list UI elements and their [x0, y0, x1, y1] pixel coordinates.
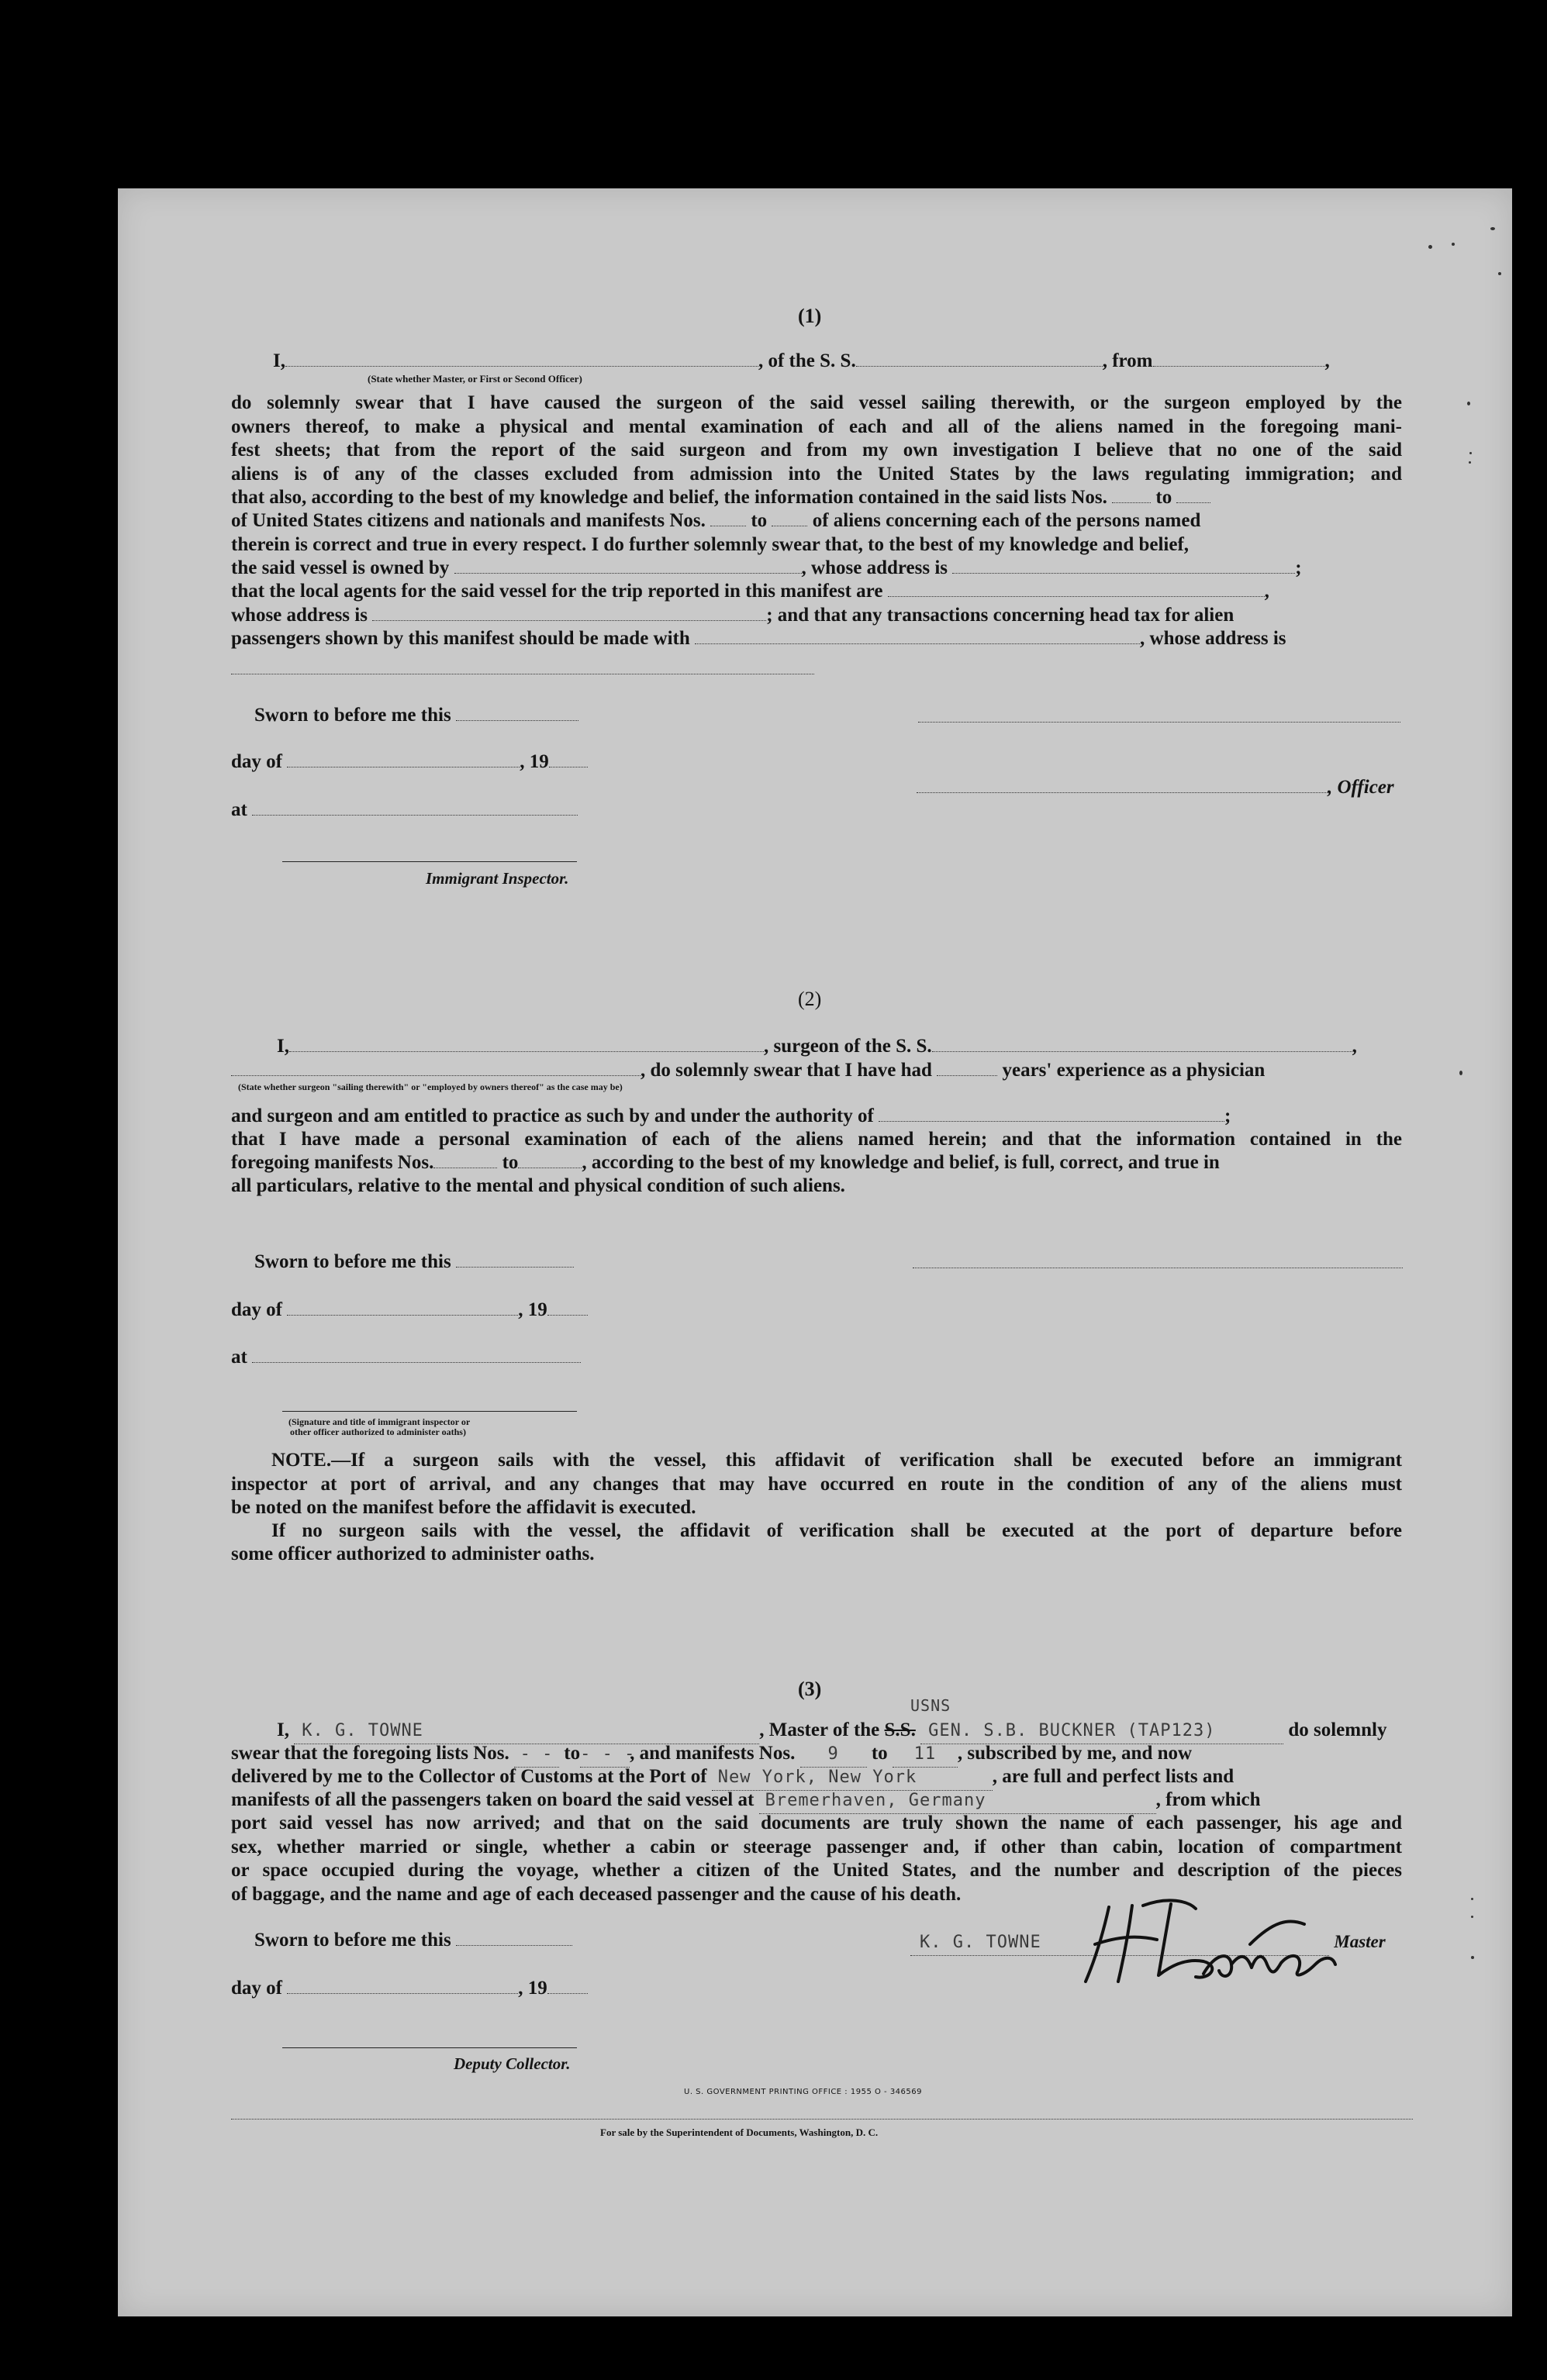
usns-annotation: USNS	[910, 1696, 951, 1715]
lists-to: - - -	[580, 1744, 636, 1764]
section-1-caption: (State whether Master, or First or Second Officer)	[368, 373, 582, 385]
s1-inspector-caption: Immigrant Inspector.	[426, 869, 569, 888]
s2-manifests-line: foregoing manifests Nos. to , according to the best of my knowledge and belief, is full, correct, and true in	[231, 1152, 1220, 1173]
s2-line-2: , do solemnly swear that I have had years' experience as a physician	[231, 1059, 1265, 1083]
section-2-number: (2)	[798, 988, 822, 1010]
note-line-3: be noted on the manifest before the affidavit is executed.	[231, 1497, 696, 1518]
scan-speck	[1459, 1071, 1462, 1075]
signed-name: K. G. TOWNE	[920, 1933, 1041, 1952]
s1-headtax-line: passengers shown by this manifest should be made with , whose address is	[231, 628, 1286, 649]
note-line-5: some officer authorized to administer oaths.	[231, 1544, 595, 1564]
s1-agents-line: that the local agents for the said vessel for the trip reported in this manifest are ,	[231, 581, 1269, 602]
s1-para-line: do solemnly swear that I have caused the surgeon of the said vessel sailing therewith, or the surgeon employed by the	[231, 392, 1402, 413]
s1-officer-line: , Officer	[917, 776, 1394, 800]
port-of-arrival: New York, New York	[717, 1768, 917, 1787]
note-line: NOTE.—If a surgeon sails with the vessel, this affidavit of verification shall be executed before an immigrant	[271, 1450, 1402, 1471]
s3-baggage-line: of baggage, and the name and age of each deceased passenger and the cause of his death.	[231, 1884, 962, 1905]
scan-speck	[1469, 461, 1471, 464]
struck-ss: S.S.	[884, 1719, 916, 1740]
s3-master-line: K. G. TOWNE Master	[910, 1930, 1386, 1956]
s1-correct-line: therein is correct and true in every respect. I do further solemnly swear that, to the best of my knowledge and belief,	[231, 534, 1190, 555]
s1-para-line: fest sheets; that from the report of the said surgeon and from my own investigation I believe that no one of the said	[231, 440, 1402, 460]
scan-speck	[1428, 245, 1432, 249]
footer-rule	[231, 2119, 1413, 2120]
departure-port: Bremerhaven, Germany	[765, 1791, 986, 1810]
s3-line-1: I, K. G. TOWNE , Master of the S.S. GEN. S.B. BUCKNER (TAP123) do solemnly	[277, 1719, 1386, 1744]
s3-paragraph	[231, 1812, 1402, 1883]
s3-para-line: or space occupied during the voyage, whether a citizen of the United States, and the number and description of the pieces	[231, 1860, 1402, 1881]
s1-para-line: aliens is of any of the classes excluded from admission into the United States by the laws regulating immigration; and	[231, 463, 1402, 485]
s2-day-line: day of , 19	[231, 1299, 588, 1323]
s3-para-line: sex, whether married or single, whether a cabin or steerage passenger and, if other than cabin, location of compartment	[231, 1836, 1402, 1857]
s2-sig-caption-2: other officer authorized to administer oaths)	[290, 1426, 466, 1437]
s2-sig-caption-1: (Signature and title of immigrant inspector or	[288, 1416, 471, 1427]
s1-owner-line: the said vessel is owned by , whose address is ;	[231, 557, 1302, 578]
s2-caption: (State whether surgeon "sailing therewith" or "employed by owners thereof" as the case may be)	[238, 1081, 623, 1092]
manifest-to: 11	[913, 1744, 937, 1764]
note-paragraph-2: If no surgeon sails with the vessel, the affidavit of verification shall be executed at the port of departure before	[271, 1520, 1402, 1541]
s1-lists-line: that also, according to the best of my knowledge and belief, the information contained in the said lists Nos. to	[231, 486, 1210, 510]
section-1-number: (1)	[798, 305, 822, 327]
scan-speck	[1469, 452, 1472, 454]
scan-speck	[1490, 227, 1495, 230]
s3-day-line: day of , 19	[231, 1977, 588, 2001]
s1-address-line: whose address is ; and that any transactions concerning head tax for alien	[231, 605, 1234, 626]
master-name: K. G. TOWNE	[302, 1721, 423, 1740]
section-1-paragraph	[231, 391, 1402, 486]
note-paragraph-1	[231, 1449, 1402, 1496]
scan-speck	[1498, 272, 1501, 275]
s2-at-line: at	[231, 1346, 581, 1370]
s3-para-line: port said vessel has now arrived; and that on the said documents are truly shown the name of each passenger, his age and	[231, 1813, 1402, 1833]
s2-particulars-line: all particulars, relative to the mental and physical condition of such aliens.	[231, 1175, 845, 1196]
s2-line-1: I, , surgeon of the S. S. ,	[277, 1036, 1357, 1057]
form-sheet	[118, 188, 1512, 2316]
s1-para-line: owners thereof, to make a physical and mental examination of each and all of the aliens named in the foregoing mani-	[231, 416, 1402, 437]
manifest-from: 9	[827, 1744, 839, 1764]
s1-at-line: at	[231, 799, 578, 823]
sale-notice: For sale by the Superintendent of Documents, Washington, D. C.	[600, 2126, 879, 2138]
s3-sworn-line: Sworn to before me this	[254, 1929, 572, 1953]
s3-line-4: manifests of all the passengers taken on board the said vessel at Bremerhaven, Germany , from which	[231, 1788, 1261, 1814]
handwritten-signature	[1072, 1890, 1444, 1991]
section-1-line-1: I, , of the S. S. , from ,	[273, 350, 1330, 371]
s1-day-line: day of , 19	[231, 750, 588, 774]
section-3-number: (3)	[798, 1678, 822, 1700]
s2-authority-line: and surgeon and am entitled to practice as such by and under the authority of ;	[231, 1105, 1231, 1126]
lists-from: - -	[520, 1744, 554, 1764]
s3-line-3: delivered by me to the Collector of Customs at the Port of New York, New York , are full and perfect lists and	[231, 1765, 1234, 1791]
vessel-name: GEN. S.B. BUCKNER (TAP123)	[928, 1721, 1216, 1740]
s1-manifests-line: of United States citizens and nationals and manifests Nos. to of aliens concerning each of the persons named	[231, 510, 1201, 531]
s1-signature-blank	[918, 722, 1400, 723]
s2-signature-rule	[282, 1411, 577, 1412]
s2-examination-line: that I have made a personal examination of each of the aliens named herein; and that the information contained in the	[231, 1129, 1402, 1150]
s1-sworn-line: Sworn to before me this	[254, 704, 578, 728]
s3-deputy-rule	[282, 2047, 577, 2048]
scan-speck	[1471, 1916, 1473, 1918]
s1-inspector-rule	[282, 861, 577, 862]
scan-speck	[1471, 1898, 1473, 1900]
scan-speck	[1471, 1956, 1474, 1959]
s3-deputy-caption: Deputy Collector.	[454, 2054, 571, 2073]
scan-speck	[1452, 243, 1455, 246]
scan-speck	[1467, 402, 1470, 405]
note-line: inspector at port of arrival, and any changes that may have occurred en route in the condition of any of the aliens must	[231, 1473, 1402, 1495]
gpo-imprint: U. S. GOVERNMENT PRINTING OFFICE : 1955 O - 346569	[684, 2088, 922, 2096]
s3-line-2: swear that the foregoing lists Nos. - - to- - -, and manifests Nos. 9 to 11 , subscribed by me, and now	[231, 1742, 1192, 1768]
s2-sworn-line: Sworn to before me this	[254, 1250, 574, 1275]
